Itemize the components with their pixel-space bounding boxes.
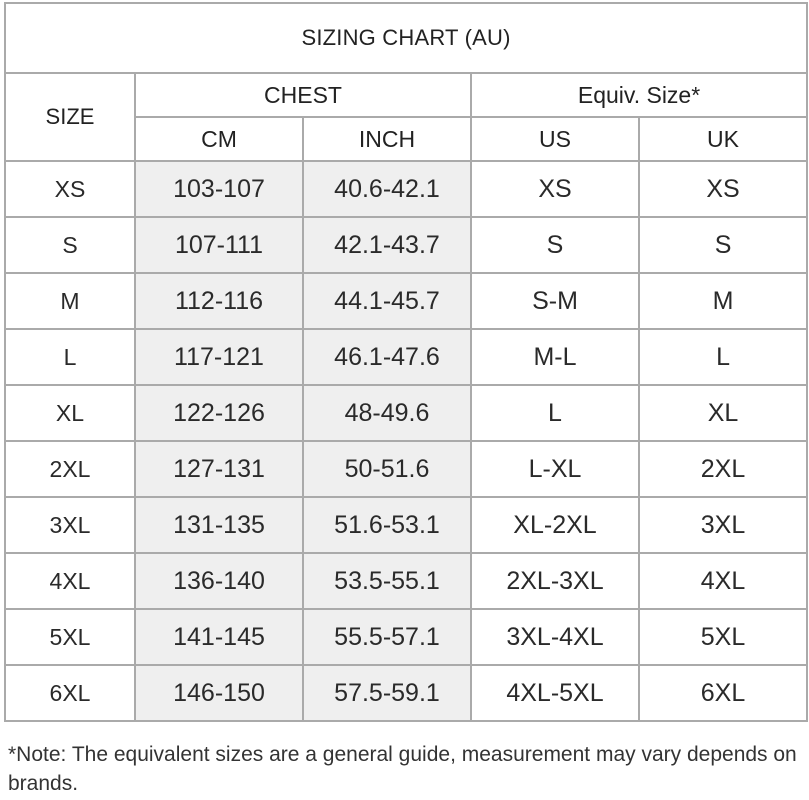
chest-cm-cell: 146-150 xyxy=(135,665,303,721)
us-size-cell: L xyxy=(471,385,639,441)
sizing-note: *Note: The equivalent sizes are a general guide, measurement may vary depends on brands. xyxy=(8,743,797,795)
size-cell: L xyxy=(5,329,135,385)
uk-size-cell: M xyxy=(639,273,807,329)
uk-size-cell: XS xyxy=(639,161,807,217)
size-cell: M xyxy=(5,273,135,329)
chest-cm-cell: 117-121 xyxy=(135,329,303,385)
table-row xyxy=(5,553,807,609)
chest-inch-cell: 55.5-57.1 xyxy=(303,609,471,665)
table-row xyxy=(5,161,807,217)
chest-inch-cell: 44.1-45.7 xyxy=(303,273,471,329)
size-cell: XL xyxy=(5,385,135,441)
size-rows xyxy=(5,161,807,721)
chest-header: CHEST xyxy=(135,73,471,117)
uk-header: UK xyxy=(639,117,807,161)
chest-cm-cell: 112-116 xyxy=(135,273,303,329)
sizing-table xyxy=(4,2,808,722)
us-size-cell: S xyxy=(471,217,639,273)
size-cell: XS xyxy=(5,161,135,217)
inch-header: INCH xyxy=(303,117,471,161)
us-size-cell: 4XL-5XL xyxy=(471,665,639,721)
us-size-cell: 2XL-3XL xyxy=(471,553,639,609)
chest-cm-cell: 107-111 xyxy=(135,217,303,273)
us-size-cell: XL-2XL xyxy=(471,497,639,553)
us-size-cell: M-L xyxy=(471,329,639,385)
table-row xyxy=(5,665,807,721)
size-cell: 2XL xyxy=(5,441,135,497)
uk-size-cell: 6XL xyxy=(639,665,807,721)
sizing-chart xyxy=(4,2,806,722)
us-size-cell: XS xyxy=(471,161,639,217)
table-row xyxy=(5,273,807,329)
size-column-header: SIZE xyxy=(5,73,135,161)
uk-size-cell: 4XL xyxy=(639,553,807,609)
table-row xyxy=(5,609,807,665)
chest-inch-cell: 53.5-55.1 xyxy=(303,553,471,609)
chest-cm-cell: 122-126 xyxy=(135,385,303,441)
chest-inch-cell: 40.6-42.1 xyxy=(303,161,471,217)
table-row xyxy=(5,441,807,497)
table-row xyxy=(5,497,807,553)
size-cell: S xyxy=(5,217,135,273)
chest-cm-cell: 103-107 xyxy=(135,161,303,217)
size-cell: 6XL xyxy=(5,665,135,721)
uk-size-cell: XL xyxy=(639,385,807,441)
cm-header: CM xyxy=(135,117,303,161)
uk-size-cell: 3XL xyxy=(639,497,807,553)
us-size-cell: 3XL-4XL xyxy=(471,609,639,665)
chest-inch-cell: 46.1-47.6 xyxy=(303,329,471,385)
us-header: US xyxy=(471,117,639,161)
chest-inch-cell: 57.5-59.1 xyxy=(303,665,471,721)
us-size-cell: L-XL xyxy=(471,441,639,497)
equiv-size-header: Equiv. Size* xyxy=(471,73,807,117)
chest-cm-cell: 136-140 xyxy=(135,553,303,609)
chest-cm-cell: 141-145 xyxy=(135,609,303,665)
chest-cm-cell: 131-135 xyxy=(135,497,303,553)
us-size-cell: S-M xyxy=(471,273,639,329)
size-cell: 5XL xyxy=(5,609,135,665)
table-row xyxy=(5,329,807,385)
chart-title: SIZING CHART (AU) xyxy=(5,3,807,73)
size-cell: 4XL xyxy=(5,553,135,609)
table-row xyxy=(5,217,807,273)
chest-inch-cell: 51.6-53.1 xyxy=(303,497,471,553)
chest-inch-cell: 48-49.6 xyxy=(303,385,471,441)
size-cell: 3XL xyxy=(5,497,135,553)
chest-inch-cell: 50-51.6 xyxy=(303,441,471,497)
uk-size-cell: L xyxy=(639,329,807,385)
table-row xyxy=(5,385,807,441)
uk-size-cell: 2XL xyxy=(639,441,807,497)
chest-cm-cell: 127-131 xyxy=(135,441,303,497)
chest-inch-cell: 42.1-43.7 xyxy=(303,217,471,273)
uk-size-cell: 5XL xyxy=(639,609,807,665)
uk-size-cell: S xyxy=(639,217,807,273)
